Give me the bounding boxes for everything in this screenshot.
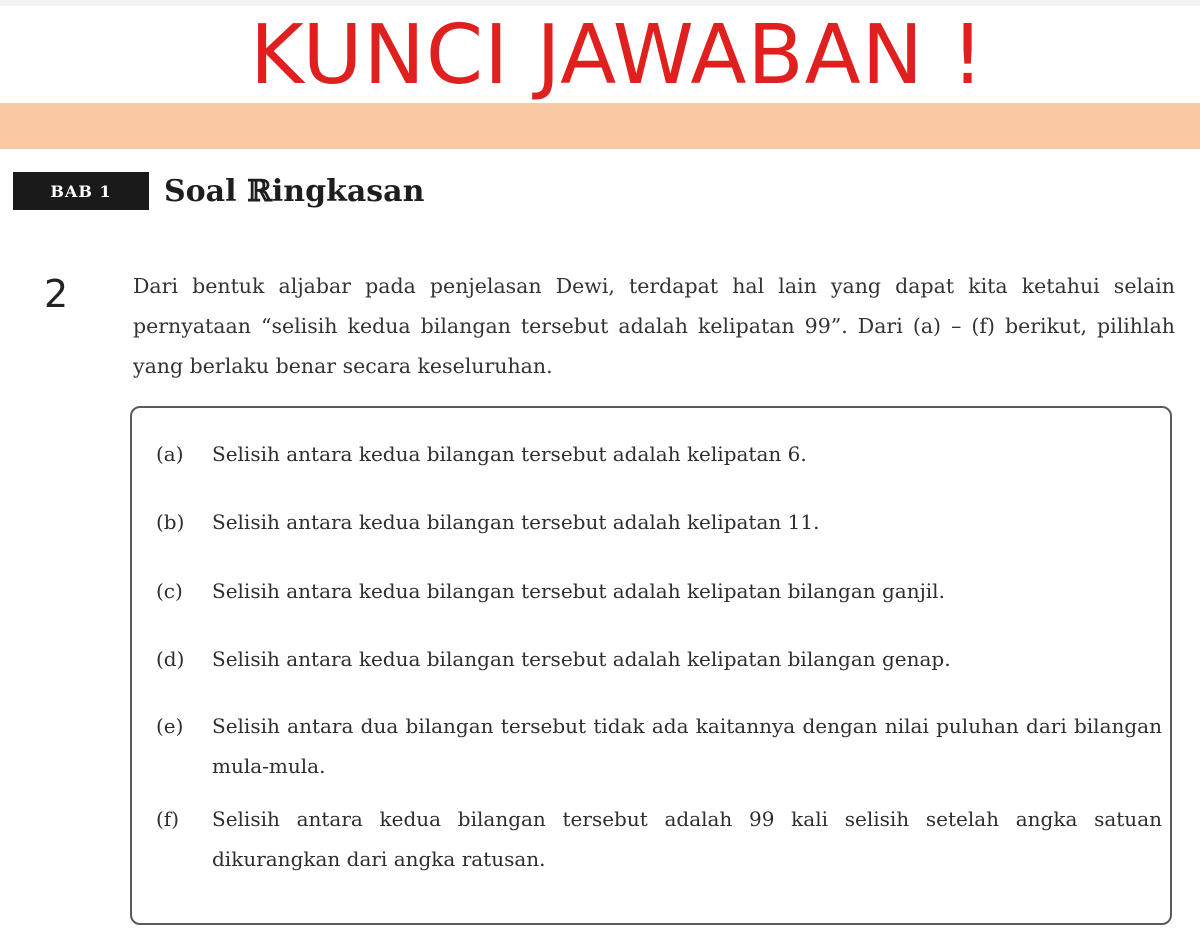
option-text: Selisih antara kedua bilangan tersebut adalah kelipatan 11.: [212, 510, 820, 534]
option-d: [156, 639, 1162, 679]
option-label: (c): [156, 579, 183, 603]
chapter-header: [13, 170, 424, 212]
chapter-badge: BAB 1: [13, 172, 149, 210]
option-a: [156, 434, 1162, 474]
option-text: Selisih antara kedua bilangan tersebut adalah kelipatan 6.: [212, 442, 807, 466]
option-label: (f): [156, 807, 180, 831]
banner-band: [0, 103, 1200, 149]
options-box: [130, 406, 1172, 925]
option-text: Selisih antara kedua bilangan tersebut adalah 99 kali selisih setelah angka satuan dikurangkan dari angka ratusan.: [212, 807, 1162, 871]
option-label: (d): [156, 647, 185, 671]
question-text: Dari bentuk aljabar pada penjelasan Dewi, terdapat hal lain yang dapat kita ketahui selain pernyataan “selisih kedua bilangan tersebut adalah kelipatan 99”. Dari (a) – (f) berikut, pilihlah yang berlaku benar secara keseluruhan.: [133, 274, 1175, 378]
option-label: (a): [156, 442, 184, 466]
option-label: (b): [156, 510, 185, 534]
option-label: (e): [156, 714, 184, 738]
question-number: 2: [44, 272, 69, 316]
option-b: [156, 502, 1162, 542]
option-e: [156, 706, 1162, 786]
option-text: Selisih antara kedua bilangan tersebut adalah kelipatan bilangan ganjil.: [212, 579, 945, 603]
option-text: Selisih antara dua bilangan tersebut tidak ada kaitannya dengan nilai puluhan dari bilangan mula-mula.: [212, 714, 1162, 778]
banner-title: KUNCI JAWABAN !: [249, 8, 986, 103]
section-title: Soal ℝingkasan: [164, 173, 425, 209]
option-text: Selisih antara kedua bilangan tersebut adalah kelipatan bilangan genap.: [212, 647, 951, 671]
option-c: [156, 571, 1162, 611]
top-strip: [0, 0, 1200, 6]
option-f: [156, 799, 1162, 879]
